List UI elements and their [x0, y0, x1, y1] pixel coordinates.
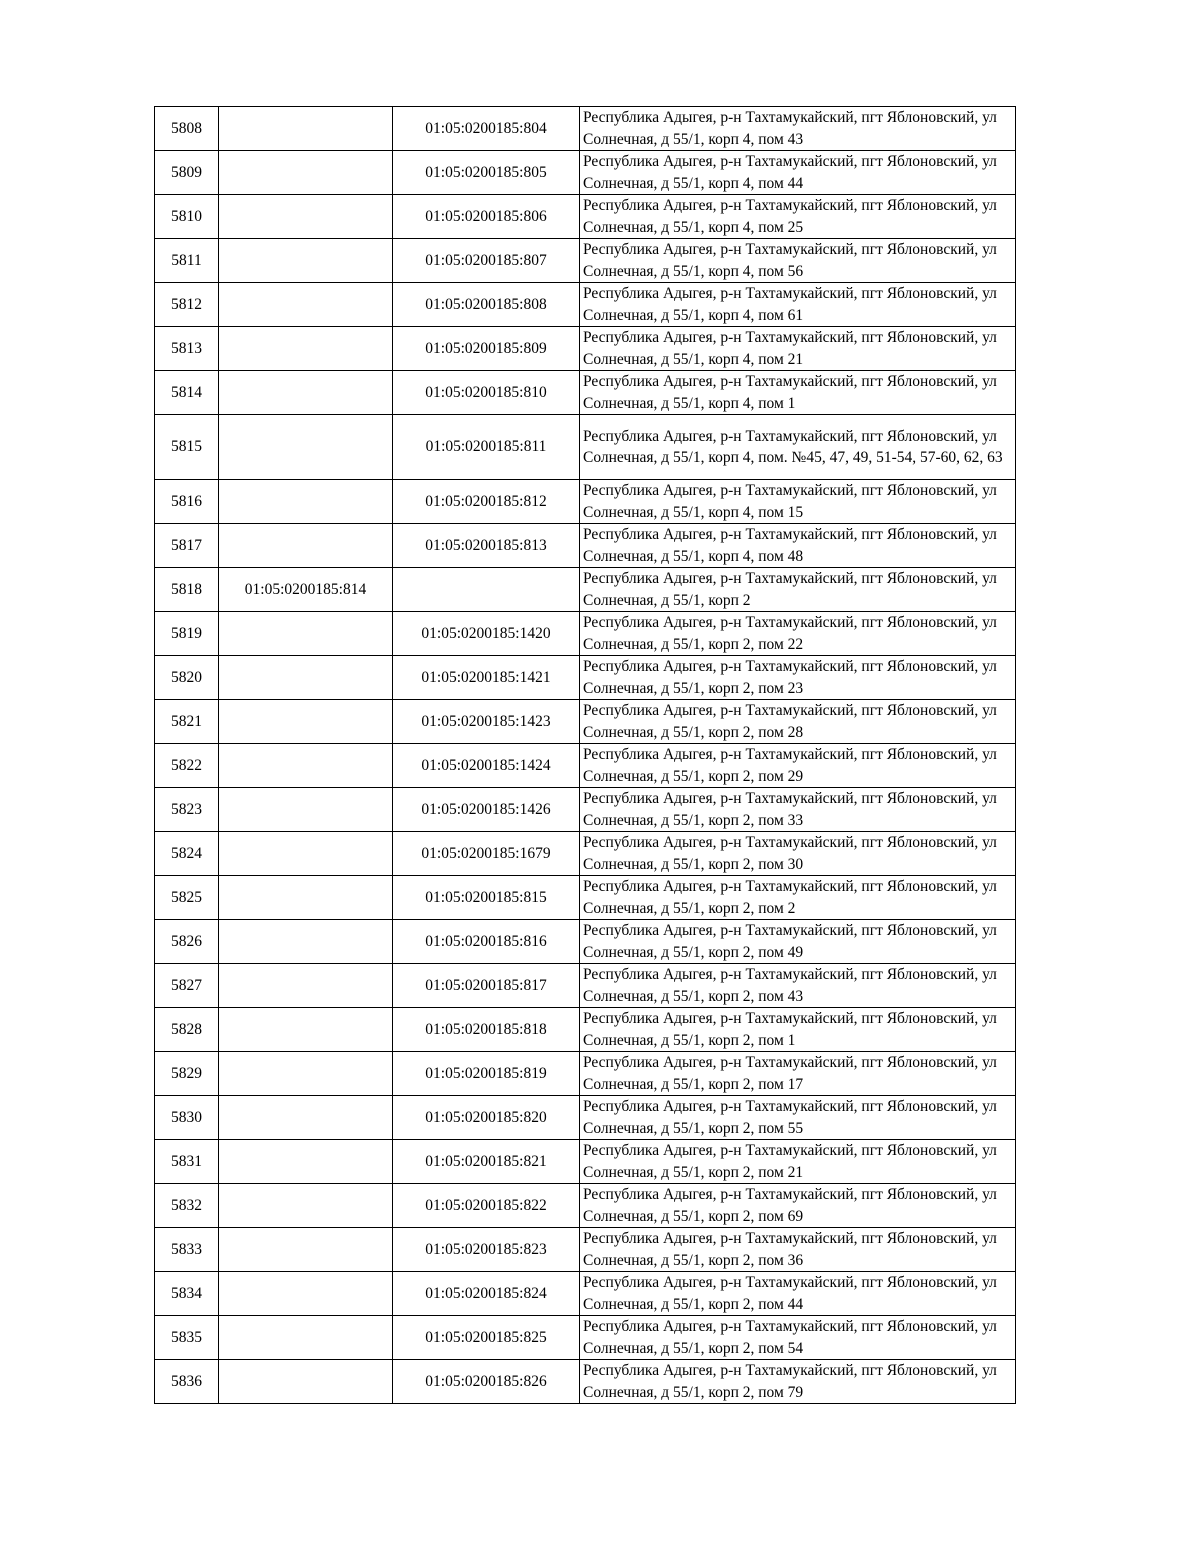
parent-cadastral-number-cell [219, 524, 393, 568]
row-number-cell: 5820 [155, 656, 219, 700]
row-number-cell: 5809 [155, 151, 219, 195]
address-cell: Республика Адыгея, р-н Тахтамукайский, пгт Яблоновский, ул Солнечная, д 55/1, корп 2, пом 28 [580, 700, 1016, 744]
row-number-cell: 5814 [155, 371, 219, 415]
registry-table-body [155, 107, 1016, 1404]
parent-cadastral-number-cell [219, 964, 393, 1008]
table-row [155, 107, 1016, 151]
parent-cadastral-number-cell [219, 1140, 393, 1184]
address-cell: Республика Адыгея, р-н Тахтамукайский, пгт Яблоновский, ул Солнечная, д 55/1, корп 2, пом 33 [580, 788, 1016, 832]
row-number-cell: 5833 [155, 1228, 219, 1272]
address-cell: Республика Адыгея, р-н Тахтамукайский, пгт Яблоновский, ул Солнечная, д 55/1, корп 2, пом 30 [580, 832, 1016, 876]
parent-cadastral-number-cell [219, 876, 393, 920]
address-cell: Республика Адыгея, р-н Тахтамукайский, пгт Яблоновский, ул Солнечная, д 55/1, корп 4, пом 44 [580, 151, 1016, 195]
row-number-cell: 5821 [155, 700, 219, 744]
registry-table [154, 106, 1016, 1404]
parent-cadastral-number-cell [219, 1360, 393, 1404]
cadastral-number-cell: 01:05:0200185:823 [393, 1228, 580, 1272]
table-row [155, 480, 1016, 524]
table-row [155, 371, 1016, 415]
table-row [155, 1272, 1016, 1316]
table-row [155, 612, 1016, 656]
row-number-cell: 5830 [155, 1096, 219, 1140]
address-cell: Республика Адыгея, р-н Тахтамукайский, пгт Яблоновский, ул Солнечная, д 55/1, корп 2, пом 1 [580, 1008, 1016, 1052]
table-row [155, 1052, 1016, 1096]
table-row [155, 788, 1016, 832]
row-number-cell: 5826 [155, 920, 219, 964]
address-cell: Республика Адыгея, р-н Тахтамукайский, пгт Яблоновский, ул Солнечная, д 55/1, корп 2, пом 36 [580, 1228, 1016, 1272]
parent-cadastral-number-cell [219, 744, 393, 788]
row-number-cell: 5831 [155, 1140, 219, 1184]
table-row [155, 832, 1016, 876]
cadastral-number-cell: 01:05:0200185:820 [393, 1096, 580, 1140]
row-number-cell: 5836 [155, 1360, 219, 1404]
address-cell: Республика Адыгея, р-н Тахтамукайский, пгт Яблоновский, ул Солнечная, д 55/1, корп 2 [580, 568, 1016, 612]
row-number-cell: 5812 [155, 283, 219, 327]
cadastral-number-cell: 01:05:0200185:808 [393, 283, 580, 327]
address-cell: Республика Адыгея, р-н Тахтамукайский, пгт Яблоновский, ул Солнечная, д 55/1, корп 4, пом 15 [580, 480, 1016, 524]
parent-cadastral-number-cell [219, 107, 393, 151]
cadastral-number-cell: 01:05:0200185:809 [393, 327, 580, 371]
cadastral-number-cell: 01:05:0200185:819 [393, 1052, 580, 1096]
cadastral-number-cell: 01:05:0200185:812 [393, 480, 580, 524]
row-number-cell: 5817 [155, 524, 219, 568]
parent-cadastral-number-cell [219, 1316, 393, 1360]
address-cell: Республика Адыгея, р-н Тахтамукайский, пгт Яблоновский, ул Солнечная, д 55/1, корп 2, пом 23 [580, 656, 1016, 700]
row-number-cell: 5810 [155, 195, 219, 239]
row-number-cell: 5823 [155, 788, 219, 832]
row-number-cell: 5815 [155, 415, 219, 480]
cadastral-number-cell: 01:05:0200185:807 [393, 239, 580, 283]
table-row [155, 920, 1016, 964]
parent-cadastral-number-cell [219, 239, 393, 283]
address-cell: Республика Адыгея, р-н Тахтамукайский, пгт Яблоновский, ул Солнечная, д 55/1, корп 4, пом 21 [580, 327, 1016, 371]
parent-cadastral-number-cell [219, 920, 393, 964]
cadastral-number-cell: 01:05:0200185:1424 [393, 744, 580, 788]
cadastral-number-cell: 01:05:0200185:816 [393, 920, 580, 964]
parent-cadastral-number-cell [219, 700, 393, 744]
cadastral-number-cell: 01:05:0200185:813 [393, 524, 580, 568]
parent-cadastral-number-cell [219, 1052, 393, 1096]
table-row [155, 964, 1016, 1008]
address-cell: Республика Адыгея, р-н Тахтамукайский, пгт Яблоновский, ул Солнечная, д 55/1, корп 2, пом 21 [580, 1140, 1016, 1184]
table-row [155, 1140, 1016, 1184]
parent-cadastral-number-cell [219, 327, 393, 371]
row-number-cell: 5829 [155, 1052, 219, 1096]
parent-cadastral-number-cell [219, 415, 393, 480]
table-row [155, 744, 1016, 788]
parent-cadastral-number-cell [219, 1184, 393, 1228]
cadastral-number-cell: 01:05:0200185:826 [393, 1360, 580, 1404]
row-number-cell: 5822 [155, 744, 219, 788]
parent-cadastral-number-cell [219, 612, 393, 656]
parent-cadastral-number-cell [219, 1228, 393, 1272]
table-row [155, 1316, 1016, 1360]
cadastral-number-cell: 01:05:0200185:1421 [393, 656, 580, 700]
row-number-cell: 5813 [155, 327, 219, 371]
table-row [155, 656, 1016, 700]
cadastral-number-cell: 01:05:0200185:822 [393, 1184, 580, 1228]
address-cell: Республика Адыгея, р-н Тахтамукайский, пгт Яблоновский, ул Солнечная, д 55/1, корп 2, пом 54 [580, 1316, 1016, 1360]
address-cell: Республика Адыгея, р-н Тахтамукайский, пгт Яблоновский, ул Солнечная, д 55/1, корп 2, пом 22 [580, 612, 1016, 656]
address-cell: Республика Адыгея, р-н Тахтамукайский, пгт Яблоновский, ул Солнечная, д 55/1, корп 4, пом 43 [580, 107, 1016, 151]
address-cell: Республика Адыгея, р-н Тахтамукайский, пгт Яблоновский, ул Солнечная, д 55/1, корп 2, пом 44 [580, 1272, 1016, 1316]
cadastral-number-cell: 01:05:0200185:825 [393, 1316, 580, 1360]
row-number-cell: 5835 [155, 1316, 219, 1360]
address-cell: Республика Адыгея, р-н Тахтамукайский, пгт Яблоновский, ул Солнечная, д 55/1, корп 4, пом 1 [580, 371, 1016, 415]
cadastral-number-cell: 01:05:0200185:810 [393, 371, 580, 415]
parent-cadastral-number-cell [219, 788, 393, 832]
parent-cadastral-number-cell [219, 656, 393, 700]
table-row [155, 1360, 1016, 1404]
address-cell: Республика Адыгея, р-н Тахтамукайский, пгт Яблоновский, ул Солнечная, д 55/1, корп 2, пом 29 [580, 744, 1016, 788]
row-number-cell: 5832 [155, 1184, 219, 1228]
address-cell: Республика Адыгея, р-н Тахтамукайский, пгт Яблоновский, ул Солнечная, д 55/1, корп 2, пом 43 [580, 964, 1016, 1008]
cadastral-number-cell: 01:05:0200185:824 [393, 1272, 580, 1316]
table-row [155, 283, 1016, 327]
table-row [155, 239, 1016, 283]
parent-cadastral-number-cell [219, 195, 393, 239]
cadastral-number-cell: 01:05:0200185:1423 [393, 700, 580, 744]
table-row [155, 524, 1016, 568]
cadastral-number-cell: 01:05:0200185:1426 [393, 788, 580, 832]
cadastral-number-cell: 01:05:0200185:811 [393, 415, 580, 480]
cadastral-number-cell: 01:05:0200185:817 [393, 964, 580, 1008]
parent-cadastral-number-cell [219, 1096, 393, 1140]
parent-cadastral-number-cell: 01:05:0200185:814 [219, 568, 393, 612]
cadastral-number-cell: 01:05:0200185:804 [393, 107, 580, 151]
address-cell: Республика Адыгея, р-н Тахтамукайский, пгт Яблоновский, ул Солнечная, д 55/1, корп 2, пом 2 [580, 876, 1016, 920]
cadastral-number-cell: 01:05:0200185:1679 [393, 832, 580, 876]
table-row [155, 195, 1016, 239]
cadastral-number-cell: 01:05:0200185:806 [393, 195, 580, 239]
parent-cadastral-number-cell [219, 1272, 393, 1316]
table-row [155, 700, 1016, 744]
table-row [155, 1184, 1016, 1228]
address-cell: Республика Адыгея, р-н Тахтамукайский, пгт Яблоновский, ул Солнечная, д 55/1, корп 2, пом 17 [580, 1052, 1016, 1096]
row-number-cell: 5828 [155, 1008, 219, 1052]
row-number-cell: 5825 [155, 876, 219, 920]
cadastral-number-cell: 01:05:0200185:818 [393, 1008, 580, 1052]
cadastral-number-cell: 01:05:0200185:821 [393, 1140, 580, 1184]
parent-cadastral-number-cell [219, 151, 393, 195]
address-cell: Республика Адыгея, р-н Тахтамукайский, пгт Яблоновский, ул Солнечная, д 55/1, корп 4, пом 48 [580, 524, 1016, 568]
row-number-cell: 5819 [155, 612, 219, 656]
table-row [155, 151, 1016, 195]
parent-cadastral-number-cell [219, 832, 393, 876]
address-cell: Республика Адыгея, р-н Тахтамукайский, пгт Яблоновский, ул Солнечная, д 55/1, корп 4, пом. №45, 47, 49, 51-54, 57-60, 62, 63 [580, 415, 1016, 480]
parent-cadastral-number-cell [219, 1008, 393, 1052]
cadastral-number-cell: 01:05:0200185:815 [393, 876, 580, 920]
parent-cadastral-number-cell [219, 283, 393, 327]
address-cell: Республика Адыгея, р-н Тахтамукайский, пгт Яблоновский, ул Солнечная, д 55/1, корп 2, пом 79 [580, 1360, 1016, 1404]
parent-cadastral-number-cell [219, 480, 393, 524]
address-cell: Республика Адыгея, р-н Тахтамукайский, пгт Яблоновский, ул Солнечная, д 55/1, корп 2, пом 49 [580, 920, 1016, 964]
cadastral-number-cell: 01:05:0200185:1420 [393, 612, 580, 656]
row-number-cell: 5808 [155, 107, 219, 151]
row-number-cell: 5827 [155, 964, 219, 1008]
address-cell: Республика Адыгея, р-н Тахтамукайский, пгт Яблоновский, ул Солнечная, д 55/1, корп 2, пом 69 [580, 1184, 1016, 1228]
row-number-cell: 5811 [155, 239, 219, 283]
table-row [155, 415, 1016, 480]
row-number-cell: 5834 [155, 1272, 219, 1316]
parent-cadastral-number-cell [219, 371, 393, 415]
address-cell: Республика Адыгея, р-н Тахтамукайский, пгт Яблоновский, ул Солнечная, д 55/1, корп 2, пом 55 [580, 1096, 1016, 1140]
table-row [155, 568, 1016, 612]
table-row [155, 327, 1016, 371]
row-number-cell: 5818 [155, 568, 219, 612]
cadastral-number-cell [393, 568, 580, 612]
row-number-cell: 5824 [155, 832, 219, 876]
address-cell: Республика Адыгея, р-н Тахтамукайский, пгт Яблоновский, ул Солнечная, д 55/1, корп 4, пом 25 [580, 195, 1016, 239]
table-row [155, 1228, 1016, 1272]
row-number-cell: 5816 [155, 480, 219, 524]
address-cell: Республика Адыгея, р-н Тахтамукайский, пгт Яблоновский, ул Солнечная, д 55/1, корп 4, пом 61 [580, 283, 1016, 327]
cadastral-number-cell: 01:05:0200185:805 [393, 151, 580, 195]
table-row [155, 1096, 1016, 1140]
address-cell: Республика Адыгея, р-н Тахтамукайский, пгт Яблоновский, ул Солнечная, д 55/1, корп 4, пом 56 [580, 239, 1016, 283]
table-row [155, 1008, 1016, 1052]
table-row [155, 876, 1016, 920]
